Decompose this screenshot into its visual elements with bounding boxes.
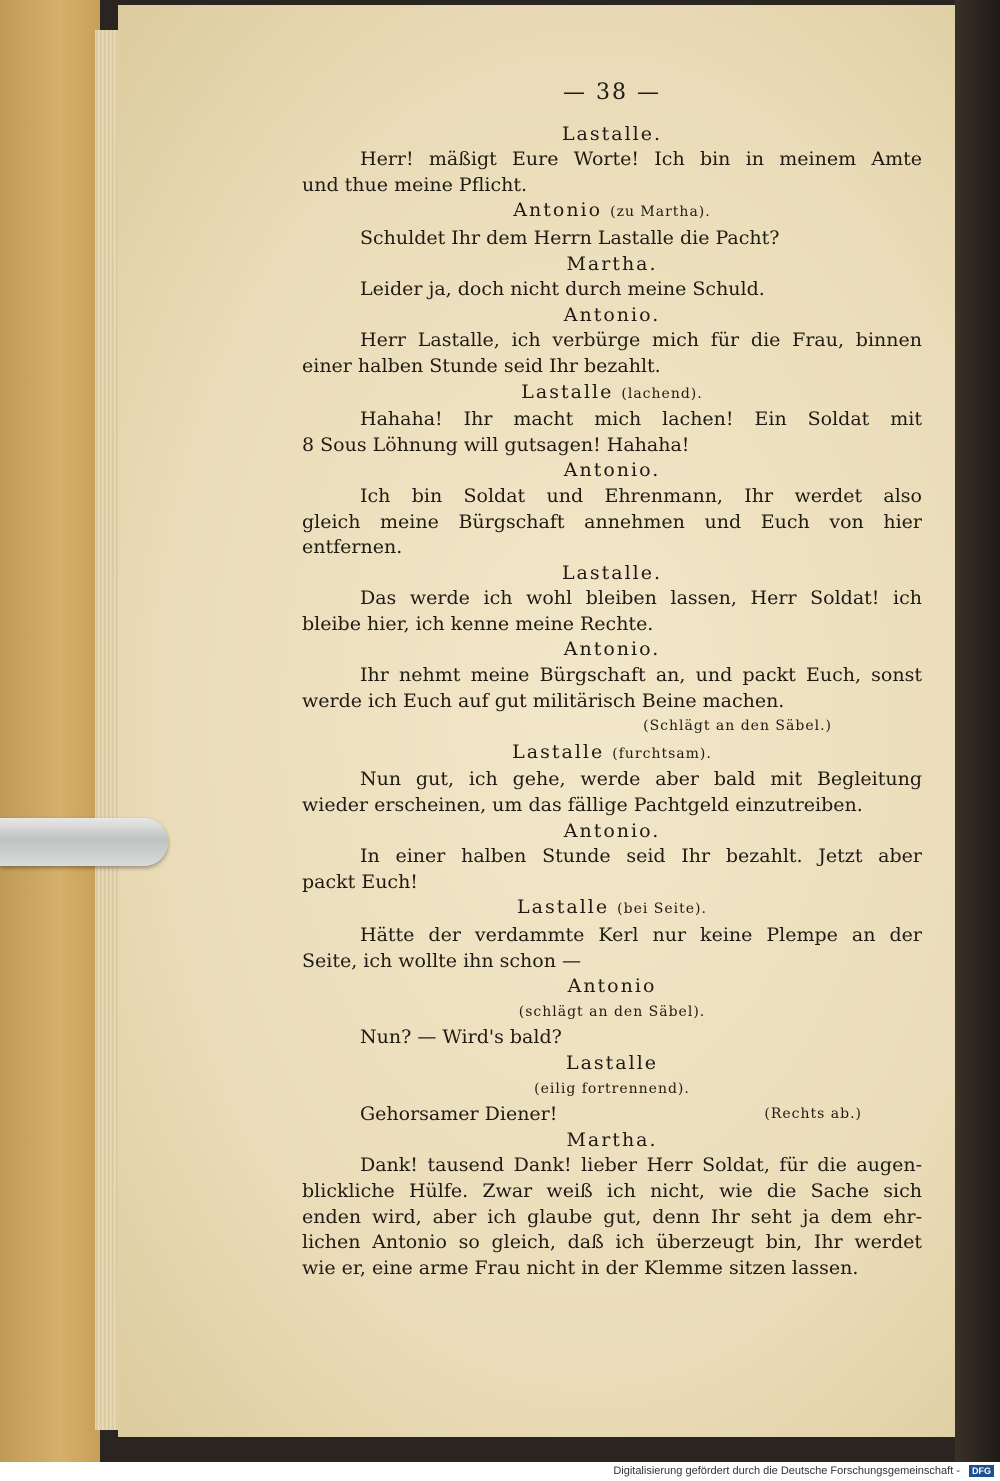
speaker-label: Antonio. [563, 303, 661, 326]
text-line: und thue meine Pflicht. [302, 173, 528, 196]
stage-direction: (lachend). [621, 385, 703, 402]
book-edge [0, 0, 100, 1462]
stage-direction: (bei Seite). [617, 901, 707, 918]
speaker-label: Antonio. [563, 638, 661, 661]
text-line: Herr! mäßigt Eure Worte! Ich bin in meinem Amte [360, 148, 922, 171]
text-line: bleibe hier, ich kenne meine Rechte. [302, 612, 654, 635]
text-line: packt Euch! [302, 870, 418, 893]
speaker-label: Lastalle [521, 380, 614, 403]
speaker-name [302, 974, 922, 1000]
speaker-name [302, 122, 922, 148]
text-line: einer halben Stunde seid Ihr bezahlt. [302, 354, 661, 377]
dfg-logo: DFG [969, 1465, 994, 1477]
text-line: blickliche Hülfe. Zwar weiß ich nicht, wie die Sache sich [302, 1179, 922, 1202]
speaker-name [302, 819, 922, 845]
speaker-name [302, 1128, 922, 1154]
text-line [302, 1102, 922, 1128]
speaker-label: Antonio [513, 199, 603, 222]
text-line: wieder erscheinen, um das fällige Pachtgeld einzutreiben. [302, 794, 863, 817]
text-line: Ihr nehmt meine Bürgschaft an, und packt Euch, sonst [360, 664, 922, 687]
footer-bar [0, 1462, 1000, 1481]
text-line: Dank! tausend Dank! lieber Herr Soldat, für die augen- [360, 1154, 922, 1177]
text-line: Schuldet Ihr dem Herrn Lastalle die Pacht? [360, 226, 780, 249]
speaker-label: Antonio [567, 975, 657, 998]
text-line: Das werde ich wohl bleiben lassen, Herr Soldat! ich [360, 587, 922, 610]
text-line: Herr Lastalle, ich verbürge mich für die Frau, binnen [360, 329, 922, 352]
text-line: Leider ja, doch nicht durch meine Schuld. [360, 278, 765, 301]
stage-direction: (schlägt an den Säbel). [518, 1003, 706, 1020]
text-line: Seite, ich wollte ihn schon — [302, 949, 581, 972]
speaker-name [302, 458, 922, 484]
text-line: Hätte der verdammte Kerl nur keine Plempe an der [360, 924, 922, 946]
text-line: enden wird, aber ich glaube gut, denn Ihr seht ja dem ehr- [302, 1205, 922, 1228]
page-number: — 38 — [563, 80, 661, 105]
stage-direction: (Rechts ab.) [764, 1106, 862, 1123]
speaker-name [302, 198, 922, 226]
speaker-label: Martha. [566, 252, 658, 275]
speaker-label: Lastalle [512, 740, 605, 763]
page-clip [0, 818, 168, 866]
speaker-name [302, 1051, 922, 1077]
speaker-label: Lastalle [565, 1051, 659, 1074]
spine-shadow [955, 0, 1000, 1462]
text-line: wie er, eine arme Frau nicht in der Klemme sitzen lassen. [302, 1256, 859, 1279]
text-line: 8 Sous Löhnung will gutsagen! Hahaha! [302, 433, 690, 456]
text-line: gleich meine Bürgschaft annehmen und Euch von hier [302, 510, 922, 533]
text-line: Nun gut, ich gehe, werde aber bald mit Begleitung [360, 768, 922, 791]
text-line: lichen Antonio so gleich, daß ich überzeugt bin, Ihr werdet [302, 1231, 922, 1254]
footer-credit: Digitalisierung gefördert durch die Deutsche Forschungsgemeinschaft - [613, 1465, 960, 1477]
speaker-name [302, 895, 922, 923]
page-text [302, 80, 922, 1281]
speaker-name [302, 740, 922, 768]
speaker-name [302, 561, 922, 587]
speaker-label: Lastalle. [561, 122, 663, 145]
text-line: werde ich Euch auf gut militärisch Beine machen. [302, 689, 785, 712]
speaker-label: Martha. [566, 1128, 658, 1151]
text-line: In einer halben Stunde seid Ihr bezahlt. Jetzt aber [360, 845, 922, 868]
text-line: Hahaha! Ihr macht mich lachen! Ein Soldat mit [360, 408, 922, 431]
speaker-name [302, 637, 922, 663]
speaker-name [302, 303, 922, 329]
stage-direction: (zu Martha). [610, 204, 711, 221]
stage-direction: (Schlägt an den Säbel.) [643, 718, 832, 735]
speaker-label: Lastalle. [561, 561, 663, 584]
speaker-label: Antonio. [563, 459, 661, 482]
speaker-name [302, 380, 922, 408]
line-text: Gehorsamer Diener! [360, 1103, 558, 1126]
text-line: Ich bin Soldat und Ehrenmann, Ihr werdet also [360, 484, 922, 507]
stage-direction: (furchtsam). [612, 745, 712, 762]
speaker-label: Lastalle [517, 896, 610, 919]
speaker-name [302, 252, 922, 278]
play-text [302, 122, 922, 1282]
text-line: entfernen. [302, 536, 403, 559]
stage-direction: (eilig fortrennend). [534, 1080, 690, 1097]
text-line: Nun? — Wird's bald? [360, 1026, 562, 1049]
speaker-label: Antonio. [563, 819, 661, 842]
